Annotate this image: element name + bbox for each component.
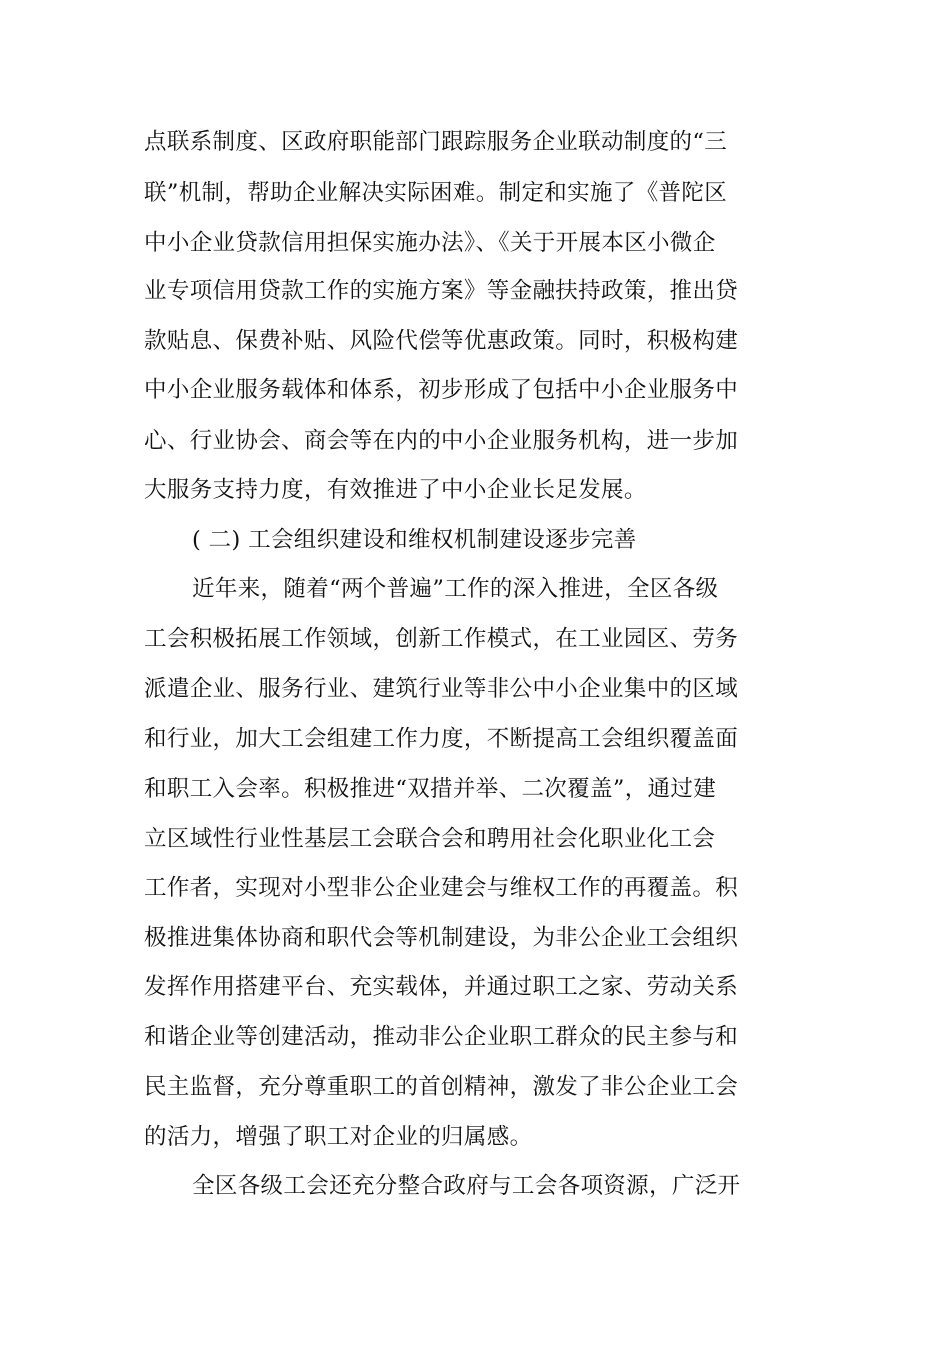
text-line: 近年来，随着“两个普遍”工作的深入推进，全区各级 <box>192 576 719 602</box>
text-line: 立区域性行业性基层工会联合会和聘用社会化职业化工会 <box>144 826 716 852</box>
text-line: 和谐企业等创建活动，推动非公企业职工群众的民主参与和 <box>144 1024 739 1050</box>
text-line: 发挥作用搭建平台、充实载体，并通过职工之家、劳动关系 <box>144 974 739 1000</box>
text-line: 派遣企业、服务行业、建筑行业等非公中小企业集中的区域 <box>144 676 739 702</box>
text-line: 大服务支持力度，有效推进了中小企业长足发展。 <box>144 477 647 503</box>
text-line: 中小企业服务载体和体系，初步形成了包括中小企业服务中 <box>144 377 739 403</box>
text-line: 业专项信用贷款工作的实施方案》等金融扶持政策，推出贷 <box>144 278 739 304</box>
section-heading: ( 二) 工会组织建设和维权机制建设逐步完善 <box>192 527 637 553</box>
text-line: 极推进集体协商和职代会等机制建设，为非公企业工会组织 <box>144 925 739 951</box>
text-line: 全区各级工会还充分整合政府与工会各项资源，广泛开 <box>192 1173 741 1199</box>
text-line: 中小企业贷款信用担保实施办法》、《关于开展本区小微企 <box>144 230 716 256</box>
text-line: 点联系制度、区政府职能部门跟踪服务企业联动制度的“三 <box>144 129 728 155</box>
text-line: 和行业，加大工会组建工作力度，不断提高工会组织覆盖面 <box>144 726 739 752</box>
text-line: 工作者，实现对小型非公企业建会与维权工作的再覆盖。积 <box>144 875 739 901</box>
text-line: 民主监督，充分尊重职工的首创精神，激发了非公企业工会 <box>144 1074 739 1100</box>
text-line: 工会积极拓展工作领域，创新工作模式，在工业园区、劳务 <box>144 626 739 652</box>
text-line: 联”机制，帮助企业解决实际困难。制定和实施了《普陀区 <box>144 180 728 206</box>
text-line: 款贴息、保费补贴、风险代偿等优惠政策。同时，积极构建 <box>144 328 739 354</box>
text-line: 和职工入会率。积极推进“双措并举、二次覆盖”，通过建 <box>144 776 717 802</box>
text-line: 心、行业协会、商会等在内的中小企业服务机构，进一步加 <box>144 428 739 454</box>
text-line: 的活力，增强了职工对企业的归属感。 <box>144 1124 533 1150</box>
